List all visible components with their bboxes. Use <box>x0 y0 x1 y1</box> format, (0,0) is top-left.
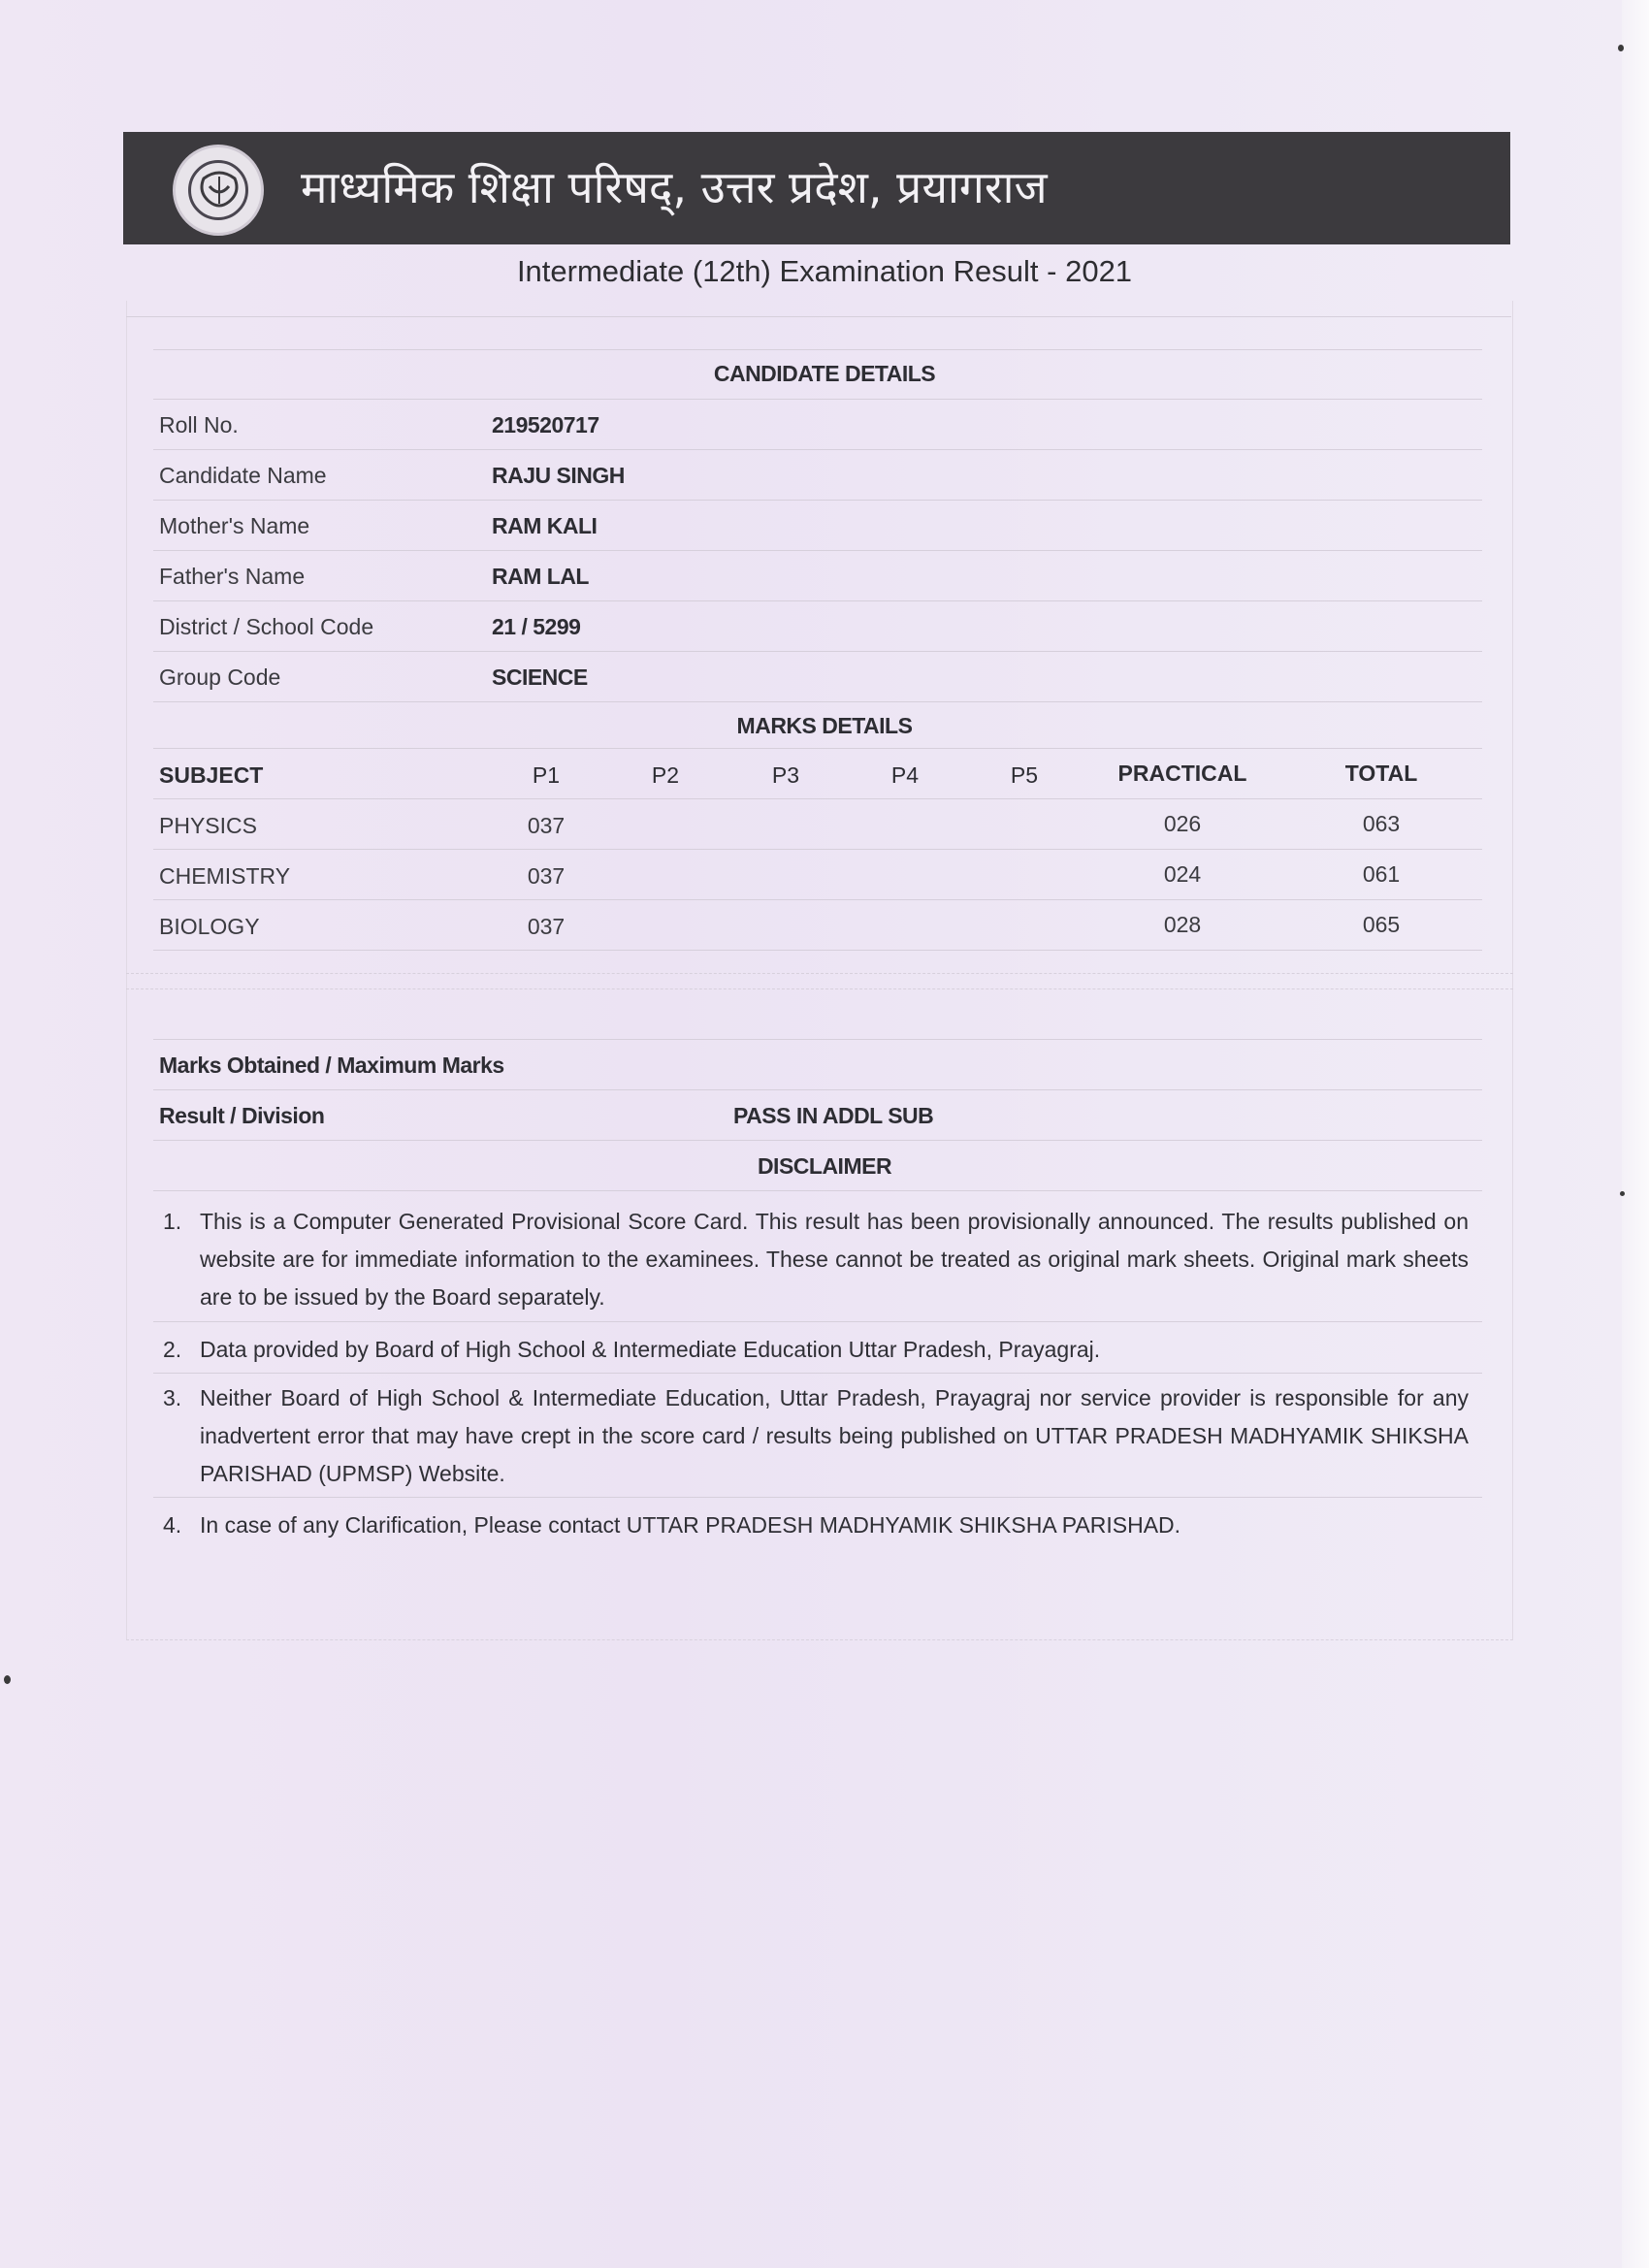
divider <box>126 988 1513 989</box>
list-item <box>163 1203 1469 1316</box>
column-header: SUBJECT <box>159 762 264 788</box>
practical-cell: 028 <box>1163 912 1202 937</box>
result-division-label: Result / Division <box>159 1103 325 1128</box>
column-header: P1 <box>532 762 561 788</box>
item-number: 4. <box>163 1512 182 1538</box>
total-cell: 065 <box>1362 912 1401 937</box>
divider <box>126 973 1513 974</box>
divider <box>153 550 1482 551</box>
item-number: 2. <box>163 1337 182 1362</box>
divider <box>153 349 1482 350</box>
marks-obtained-label: Marks Obtained / Maximum Marks <box>159 1053 504 1078</box>
divider <box>153 950 1482 951</box>
father-name-value: RAM LAL <box>492 564 589 589</box>
item-text: This is a Computer Generated Provisional Score Card. This result has been provisionally announced. The results published on website are for immediate information to the examinees. These cannot be treated as original mark sheets. Original mark sheets are to be issued by the Board separately. <box>200 1209 1469 1310</box>
divider <box>153 500 1482 501</box>
divider <box>153 1089 1482 1090</box>
divider <box>153 449 1482 450</box>
field-label: District / School Code <box>159 614 374 639</box>
divider <box>153 849 1482 850</box>
divider <box>153 1373 1482 1374</box>
p1-cell: 037 <box>527 813 566 838</box>
divider <box>153 1497 1482 1498</box>
candidate-details-title: CANDIDATE DETAILS <box>713 361 936 386</box>
field-label: Mother's Name <box>159 513 310 538</box>
item-text: Data provided by Board of High School & Intermediate Education Uttar Pradesh, Prayagraj. <box>200 1337 1101 1362</box>
column-header: PRACTICAL <box>1117 761 1247 786</box>
total-cell: 061 <box>1362 861 1401 887</box>
item-number: 1. <box>163 1209 182 1234</box>
field-label: Roll No. <box>159 412 239 437</box>
divider <box>153 600 1482 601</box>
list-item <box>163 1379 1469 1493</box>
column-header: P4 <box>890 762 920 788</box>
practical-cell: 026 <box>1163 811 1202 836</box>
field-label: Father's Name <box>159 564 306 589</box>
divider <box>153 1140 1482 1141</box>
school-code-value: 21 / 5299 <box>492 614 581 639</box>
board-name: माध्यमिक शिक्षा परिषद्, उत्तर प्रदेश, प्रयागराज <box>301 161 1048 213</box>
divider <box>153 399 1482 400</box>
subject-cell: PHYSICS <box>159 813 257 838</box>
column-header: P3 <box>771 762 800 788</box>
result-division-value: PASS IN ADDL SUB <box>733 1103 934 1128</box>
practical-cell: 024 <box>1163 861 1202 887</box>
scan-speck <box>1618 45 1624 51</box>
divider <box>153 1321 1482 1322</box>
p1-cell: 037 <box>527 914 566 939</box>
candidate-name-value: RAJU SINGH <box>492 463 625 488</box>
divider <box>153 748 1482 749</box>
divider <box>153 1190 1482 1191</box>
field-label: Group Code <box>159 664 281 690</box>
scan-speck <box>4 1675 11 1684</box>
divider <box>153 798 1482 799</box>
subject-cell: CHEMISTRY <box>159 863 291 889</box>
divider <box>153 651 1482 652</box>
item-text: Neither Board of High School & Intermediate Education, Uttar Pradesh, Prayagraj nor service provider is responsible for any inadvertent error that may have crept in the score card / results being published on UTTAR PRADESH MADHYAMIK SHIKSHA PARISHAD (UPMSP) Website. <box>200 1385 1469 1486</box>
exam-title: Intermediate (12th) Examination Result - 2021 <box>516 254 1133 288</box>
p1-cell: 037 <box>527 863 566 889</box>
divider <box>153 1039 1482 1040</box>
paper-edge <box>1622 0 1649 2268</box>
field-label: Candidate Name <box>159 463 327 488</box>
item-text: In case of any Clarification, Please contact UTTAR PRADESH MADHYAMIK SHIKSHA PARISHAD. <box>200 1512 1181 1538</box>
total-cell: 063 <box>1362 811 1401 836</box>
divider <box>153 701 1482 702</box>
group-code-value: SCIENCE <box>492 664 588 690</box>
mother-name-value: RAM KALI <box>492 513 598 538</box>
divider <box>153 899 1482 900</box>
disclaimer-title: DISCLAIMER <box>757 1153 892 1179</box>
marks-details-title: MARKS DETAILS <box>736 713 913 738</box>
divider <box>126 316 1511 317</box>
column-header: P5 <box>1010 762 1039 788</box>
board-emblem-icon <box>173 145 264 236</box>
roll-number-value: 219520717 <box>492 412 599 437</box>
list-item <box>163 1507 1469 1544</box>
subject-cell: BIOLOGY <box>159 914 260 939</box>
column-header: P2 <box>651 762 680 788</box>
column-header: TOTAL <box>1344 761 1418 786</box>
scan-speck <box>1620 1191 1625 1196</box>
list-item <box>163 1331 1469 1369</box>
item-number: 3. <box>163 1385 182 1410</box>
